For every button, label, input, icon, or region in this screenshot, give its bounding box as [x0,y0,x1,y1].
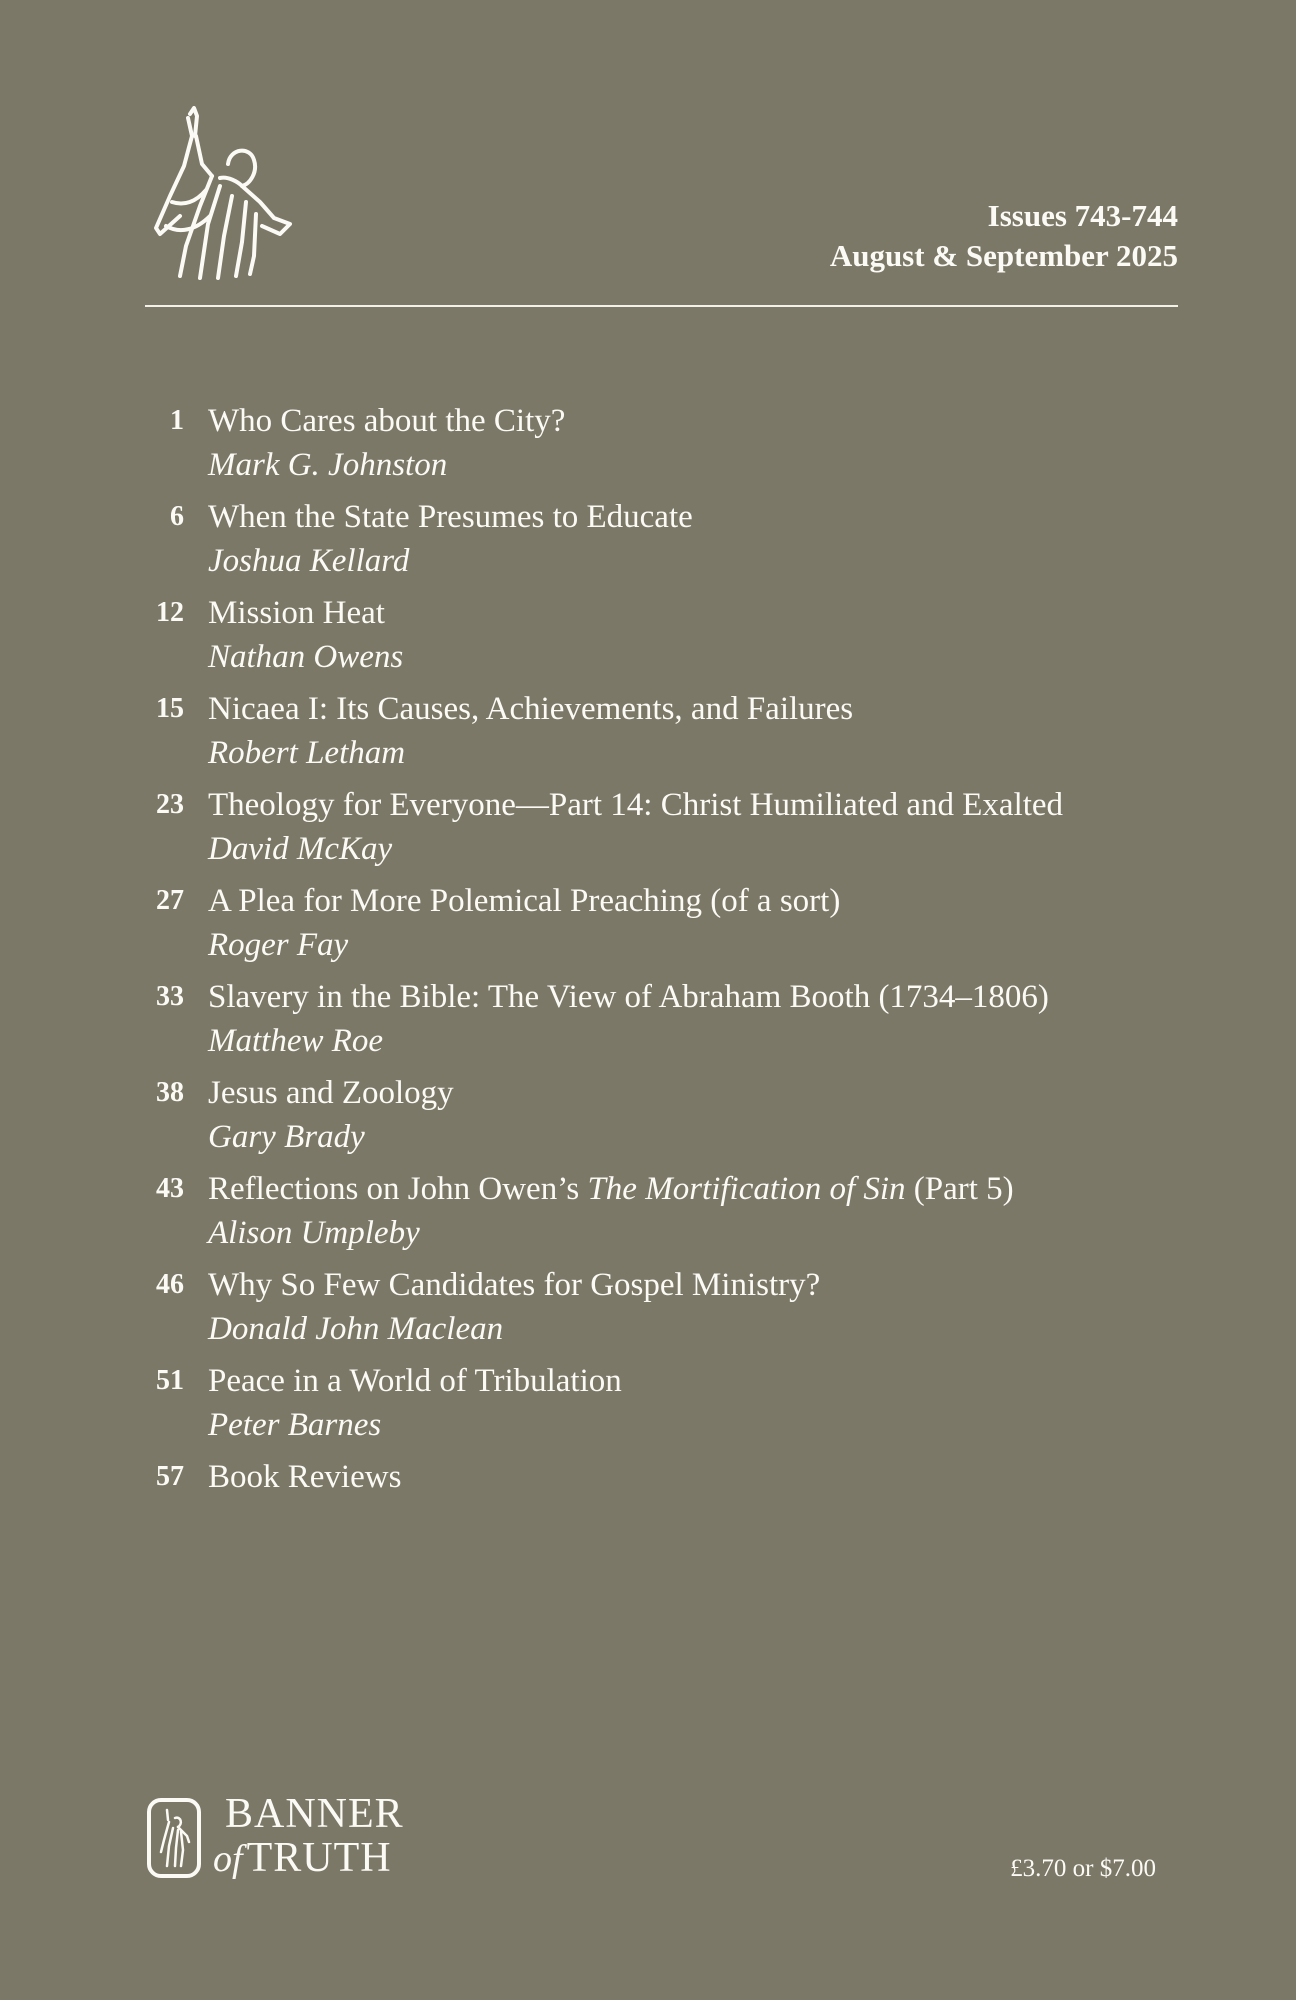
entry-author: Robert Letham [208,735,406,771]
entry-title: Theology for Everyone—Part 14: Christ Humiliated and Exalted [208,787,1064,823]
entry-title: Slavery in the Bible: The View of Abraham Booth (1734–1806) [208,979,1049,1015]
entry-author: Roger Fay [208,927,349,963]
issue-info [830,196,1178,276]
entry-title: A Plea for More Polemical Preaching (of a sort) [208,883,841,919]
entry-author: David McKay [208,831,393,867]
entry-title: Who Cares about the City? [208,403,566,439]
entry-author: Gary Brady [208,1119,365,1155]
preacher-figure-icon [150,106,298,282]
entry-author: Peter Barnes [208,1407,382,1443]
issue-date: August & September 2025 [829,238,1178,273]
issue-numbers: Issues 743-744 [987,198,1178,233]
entry-author: Mark G. Johnston [208,447,448,483]
logo-wordmark-truth [213,1836,392,1881]
entry-title-book-italic: The Mortification of Sin [587,1171,906,1207]
entry-title-part: Reflections on John Owen’s [208,1171,588,1207]
entry-page-number: 27 [156,885,184,916]
entry-page-number: 12 [156,597,184,628]
entry-author: Joshua Kellard [208,543,410,579]
contents-entry[interactable] [140,399,1180,487]
entry-title: Why So Few Candidates for Gospel Ministry? [208,1267,821,1303]
contents-entry[interactable] [140,975,1180,1063]
entry-author: Donald John Maclean [208,1311,504,1347]
entry-page-number: 1 [170,405,184,436]
contents-entry[interactable] [140,591,1180,679]
contents-entry[interactable] [140,495,1180,583]
contents-entry[interactable] [140,1455,1180,1499]
entry-page-number: 23 [156,789,184,820]
contents-entry[interactable] [140,1071,1180,1159]
logo-wordmark-truth-text: TRUTH [246,1835,392,1881]
logo-wordmark-banner: BANNER [225,1791,404,1837]
cover-price: £3.70 or $7.00 [1010,1855,1156,1882]
entry-page-number: 33 [156,981,184,1012]
entry-page-number: 15 [156,693,184,724]
banner-of-truth-logo [145,1791,425,1884]
contents-entry[interactable] [140,879,1180,967]
contents-entry[interactable] [140,1167,1180,1255]
entry-title: Book Reviews [208,1459,402,1495]
entry-page-number: 51 [156,1365,184,1396]
header-divider [145,305,1178,307]
entry-title: Jesus and Zoology [208,1075,454,1111]
banner-of-truth-emblem-icon [145,1796,203,1880]
table-of-contents [140,399,1180,1507]
contents-entry[interactable] [140,783,1180,871]
contents-entry[interactable] [140,1263,1180,1351]
entry-title: When the State Presumes to Educate [208,499,693,535]
entry-title-part: (Part 5) [905,1171,1014,1207]
entry-title: Nicaea I: Its Causes, Achievements, and Failures [208,691,854,727]
entry-page-number: 43 [156,1173,184,1204]
entry-page-number: 6 [170,501,184,532]
logo-wordmark-of: of [213,1838,243,1880]
contents-entry[interactable] [140,1359,1180,1447]
entry-page-number: 38 [156,1077,184,1108]
entry-page-number: 46 [156,1269,184,1300]
entry-title: Mission Heat [208,595,385,631]
entry-page-number: 57 [156,1461,184,1492]
entry-title: Peace in a World of Tribulation [208,1363,622,1399]
contents-entry[interactable] [140,687,1180,775]
entry-title [208,1167,1180,1211]
entry-author: Matthew Roe [208,1023,384,1059]
entry-author: Nathan Owens [208,639,404,675]
entry-author: Alison Umpleby [208,1215,420,1251]
